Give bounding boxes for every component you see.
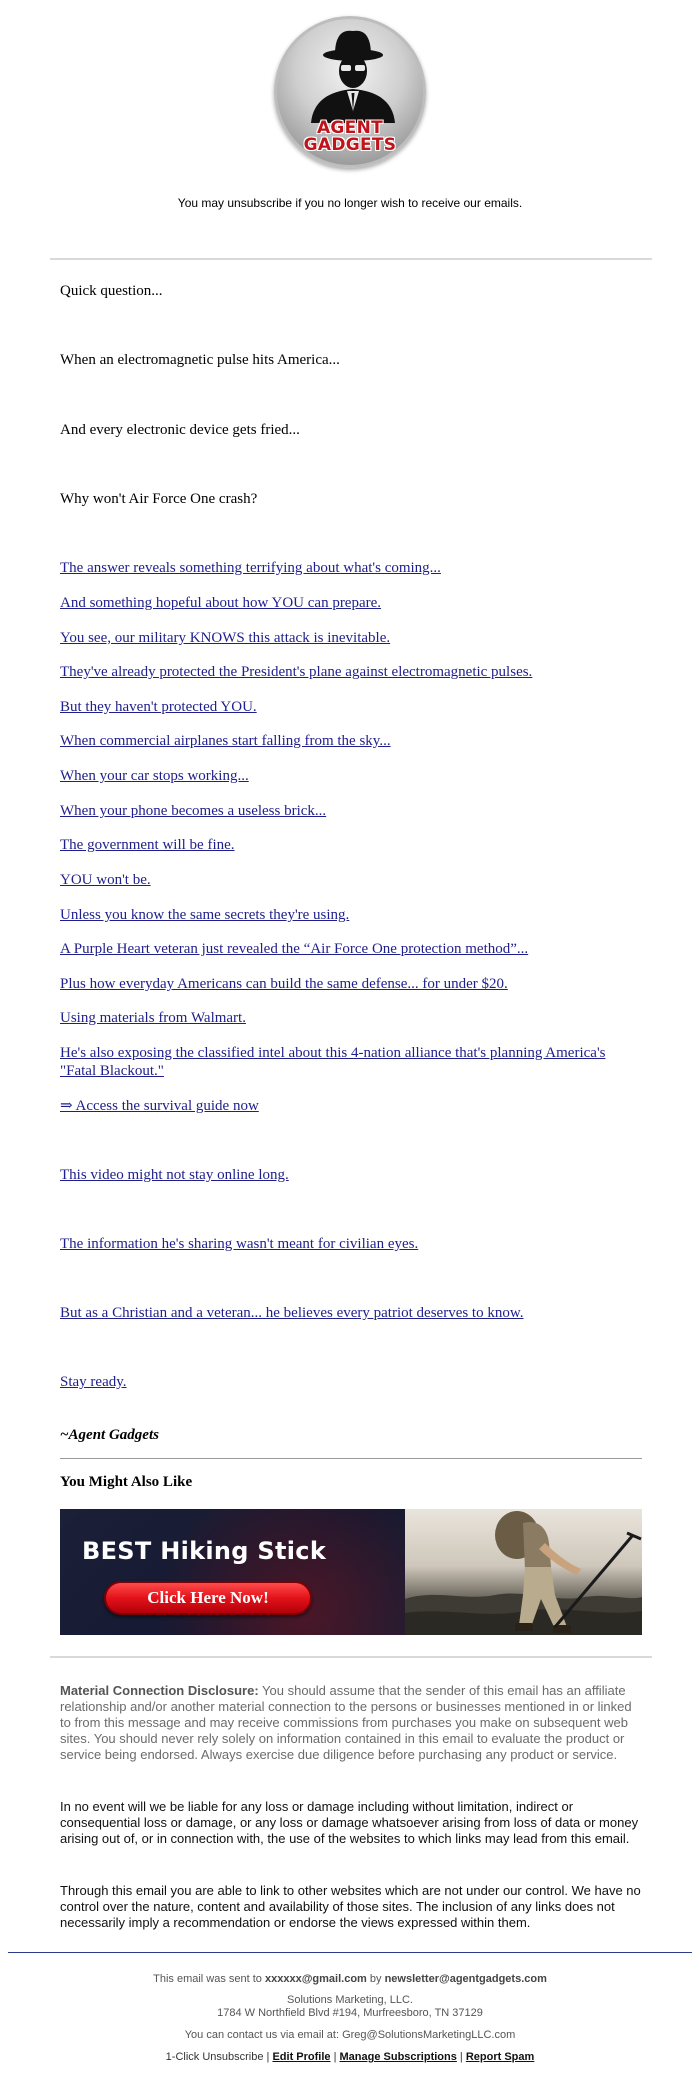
company-name: Solutions Marketing, LLC. <box>287 1994 413 2006</box>
logo-text-line2: GADGETS <box>303 135 397 155</box>
material-connection-disclosure <box>60 1683 642 1763</box>
link-walmart-materials[interactable]: Using materials from Walmart. <box>60 1010 246 1026</box>
sent-to-line <box>0 1972 700 1986</box>
header-divider <box>50 258 652 260</box>
material-connection-text: You should assume that the sender of this email has an affiliate relationship and/or another material connection to the persons or businesses mentioned in or linked to from this message and may receive commissions from purchases you make on subsequent web sites. You should never rely solely on information contained in this email to evaluate the product or service being endorsed. Always exercise due diligence before purchasing any product or service. <box>60 1683 632 1762</box>
link-protected-plane[interactable]: They've already protected the President's plane against electromagnetic pulses. <box>60 664 533 680</box>
agent-gadgets-logo <box>274 16 426 168</box>
hiking-stick-banner[interactable] <box>60 1509 642 1635</box>
logo-wrap <box>0 16 700 168</box>
third-party-disclaimer: Through this email you are able to link to other websites which are not under our control. We have no control over the nature, content and availability of those sites. The inclusion of any links does not necessarily imply a recommendation or endorse the views expressed within them. <box>60 1883 641 1930</box>
link-access-survival-guide[interactable]: ⇒ Access the survival guide now <box>60 1098 259 1114</box>
footer-divider <box>8 1952 692 1953</box>
footer-links <box>0 2050 700 2064</box>
footer-separator-2: | <box>456 2051 466 2063</box>
footer-separator-1: | <box>330 2051 340 2063</box>
sent-by: by <box>366 1973 385 1985</box>
sender-email: newsletter@agentgadgets.com <box>384 1973 547 1985</box>
link-airplanes-falling[interactable]: When commercial airplanes start falling from the sky... <box>60 733 391 749</box>
link-christian-veteran[interactable]: But as a Christian and a veteran... he believes every patriot deserves to know. <box>60 1305 524 1321</box>
liability-disclaimer: In no event will we be liable for any loss or damage including without limitation, indirect or consequential loss or damage, or any loss or damage whatsoever arising from loss of data or money arising out of, or in connection with, the use of the websites to which links may lead from this email. <box>60 1799 639 1846</box>
link-car-stops[interactable]: When your car stops working... <box>60 768 249 784</box>
click-here-now-button[interactable]: Click Here Now! <box>104 1581 312 1615</box>
one-click-unsubscribe[interactable]: 1-Click Unsubscribe | <box>165 2051 273 2063</box>
signature-divider <box>60 1458 642 1459</box>
link-under-20[interactable]: Plus how everyday Americans can build the same defense... for under $20. <box>60 976 508 992</box>
report-spam-link[interactable]: Report Spam <box>465 2051 535 2063</box>
unsubscribe-note: You may unsubscribe if you no longer wish to receive our emails. <box>177 196 523 210</box>
edit-profile-link[interactable]: Edit Profile <box>272 2051 331 2063</box>
intro-line-2: When an electromagnetic pulse hits America... <box>60 352 340 368</box>
link-not-protected-you[interactable]: But they haven't protected YOU. <box>60 699 257 715</box>
logo-text-line1: AGENT <box>316 118 384 138</box>
material-connection-label: Material Connection Disclosure: <box>60 1683 259 1698</box>
link-purple-heart-veteran[interactable]: A Purple Heart veteran just revealed the “Air Force One protection method”... <box>60 941 529 957</box>
manage-subscriptions-link[interactable]: Manage Subscriptions <box>339 2051 457 2063</box>
contact-line: You can contact us via email at: Greg@SolutionsMarketingLLC.com <box>184 2029 516 2041</box>
you-might-also-like-heading: You Might Also Like <box>60 1474 193 1490</box>
link-classified-intel[interactable]: He's also exposing the classified intel about this 4-nation alliance that's planning America's "Fatal Blackout." <box>60 1045 606 1079</box>
link-phone-brick[interactable]: When your phone becomes a useless brick... <box>60 803 327 819</box>
link-something-hopeful[interactable]: And something hopeful about how YOU can prepare. <box>60 595 382 611</box>
intro-line-4: Why won't Air Force One crash? <box>60 491 258 507</box>
hiker-photo <box>405 1509 642 1635</box>
hiker-image-icon <box>405 1509 642 1635</box>
recipient-email: xxxxxx@gmail.com <box>264 1973 367 1985</box>
link-answer-reveals[interactable]: The answer reveals something terrifying about what's coming... <box>60 560 441 576</box>
banner-left-panel <box>60 1509 405 1635</box>
link-military-knows[interactable]: You see, our military KNOWS this attack is inevitable. <box>60 630 391 646</box>
link-stay-ready[interactable]: Stay ready. <box>60 1374 127 1390</box>
intro-line-1: Quick question... <box>60 283 163 299</box>
banner-title: BEST Hiking Stick <box>82 1537 327 1565</box>
link-same-secrets[interactable]: Unless you know the same secrets they're using. <box>60 907 350 923</box>
link-you-wont-be[interactable]: YOU won't be. <box>60 872 151 888</box>
link-video-online[interactable]: This video might not stay online long. <box>60 1167 289 1183</box>
sent-prefix: This email was sent to <box>153 1973 265 1985</box>
company-address: 1784 W Northfield Blvd #194, Murfreesboro, TN 37129 <box>217 2007 483 2019</box>
link-civilian-eyes[interactable]: The information he's sharing wasn't meant for civilian eyes. <box>60 1236 419 1252</box>
intro-line-3: And every electronic device gets fried... <box>60 422 300 438</box>
disclosure-divider <box>50 1656 652 1658</box>
link-government-fine[interactable]: The government will be fine. <box>60 837 235 853</box>
signature: ~Agent Gadgets <box>60 1427 159 1443</box>
